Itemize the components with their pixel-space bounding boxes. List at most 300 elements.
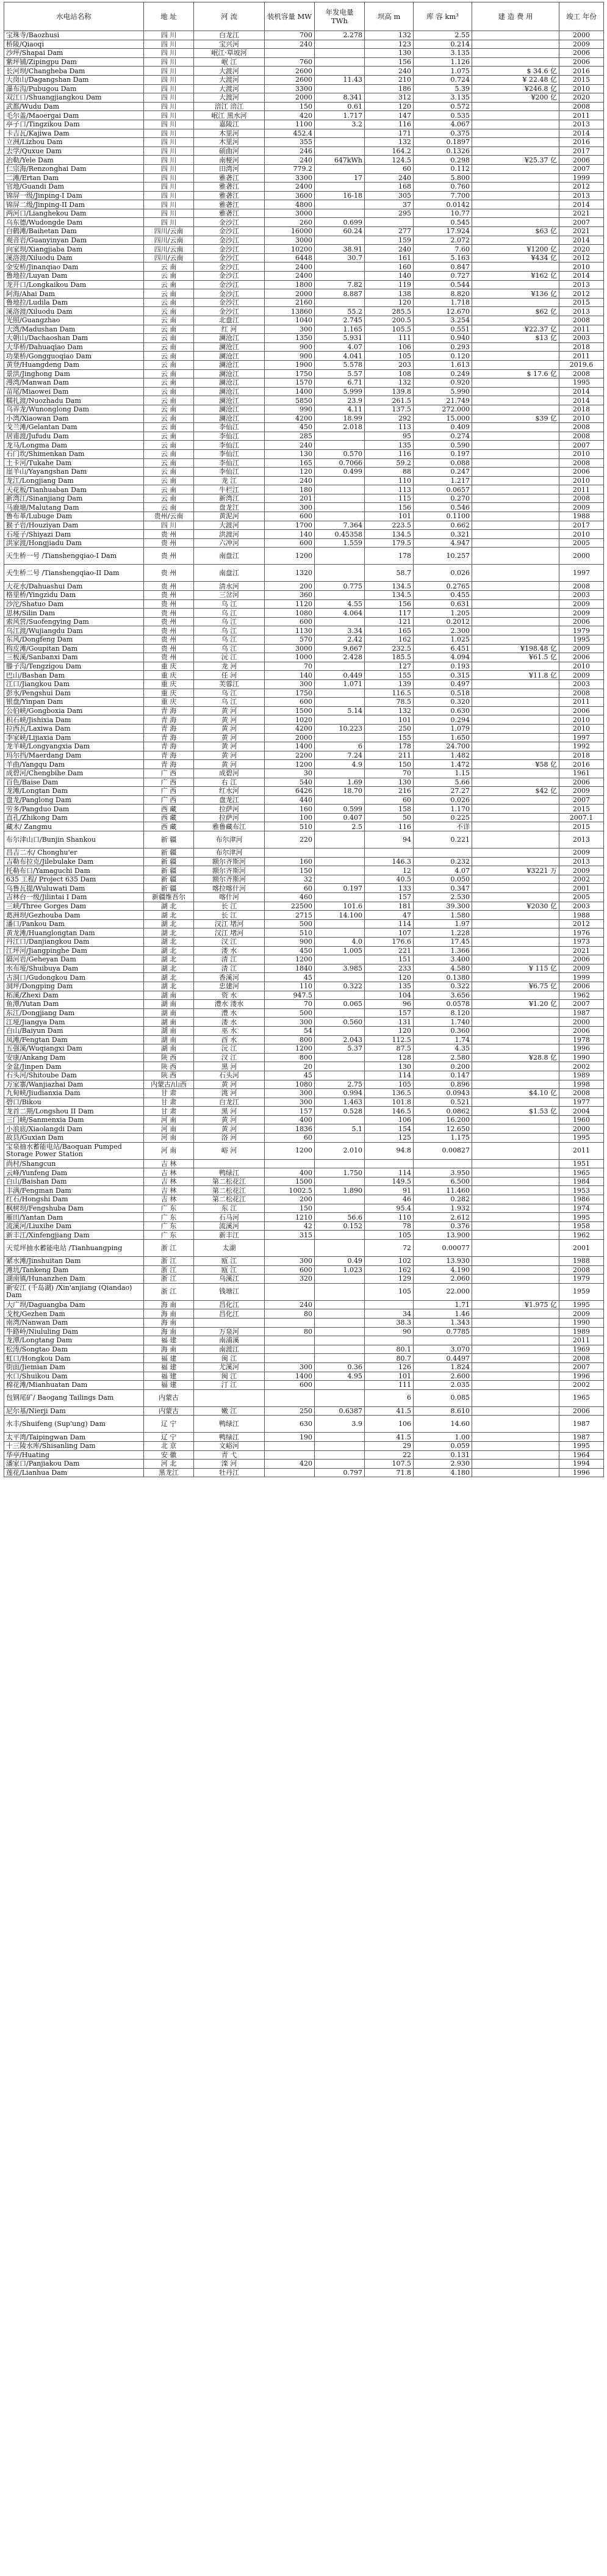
dam-name-cell: 龙江/Longjiang Dam <box>4 476 144 485</box>
cost-cell: ¥1200 亿 <box>472 245 559 254</box>
cost-cell: $42 亿 <box>472 787 559 796</box>
height-cell: 94.8 <box>365 1142 414 1159</box>
river-cell: 东 江 <box>194 1204 265 1213</box>
cost-cell <box>472 191 559 200</box>
year-cell: 2009 <box>559 609 604 618</box>
table-row <box>4 1318 604 1327</box>
cost-cell: ¥11.8 亿 <box>472 671 559 680</box>
height-cell: 124.5 <box>365 156 414 165</box>
table-row <box>4 1000 604 1009</box>
river-cell: 清水河 <box>194 582 265 591</box>
river-cell: 尤溪河 <box>194 1362 265 1372</box>
volume-cell: 4.067 <box>414 120 472 129</box>
height-cell: 129 <box>365 1275 414 1284</box>
dam-name-cell: 碧口/Bikou <box>4 1098 144 1107</box>
location-cell: 四川/云南 <box>144 236 194 245</box>
generation-cell <box>315 1177 365 1186</box>
river-cell: 大渡河 <box>194 75 265 84</box>
capacity-cell: 600 <box>265 698 315 707</box>
location-cell: 四 川 <box>144 138 194 147</box>
cost-cell <box>472 1275 559 1284</box>
river-cell: 李仙江 <box>194 432 265 441</box>
location-cell: 四 川 <box>144 111 194 120</box>
location-cell: 云 南 <box>144 432 194 441</box>
cost-cell <box>472 1433 559 1442</box>
year-cell: 2010 <box>559 715 604 725</box>
generation-cell <box>315 769 365 778</box>
volume-cell: 1.613 <box>414 360 472 369</box>
capacity-cell: 3300 <box>265 84 315 93</box>
volume-cell: 0.322 <box>414 982 472 991</box>
height-cell: 138 <box>365 289 414 298</box>
dam-name-cell: 石垭子/Shiyazi Dam <box>4 530 144 539</box>
location-cell: 四 川 <box>144 120 194 129</box>
generation-cell <box>315 164 365 173</box>
table-row <box>4 164 604 173</box>
height-cell: 156 <box>365 503 414 512</box>
year-cell: 2014 <box>559 129 604 138</box>
location-cell: 云 南 <box>144 352 194 361</box>
volume-cell: 1.079 <box>414 724 472 733</box>
table-row <box>4 138 604 147</box>
table-row <box>4 760 604 769</box>
dam-name-cell: 金安桥/Jinanqiao Dam <box>4 262 144 272</box>
year-cell: 1999 <box>559 173 604 183</box>
year-cell: 2013 <box>559 120 604 129</box>
dam-name-cell: 水丰/Shuifeng (Sup'ung) Dam <box>4 1416 144 1433</box>
capacity-cell: 1200 <box>265 1142 315 1159</box>
river-cell: 金沙江 <box>194 236 265 245</box>
cost-cell <box>472 280 559 289</box>
dam-name-cell: 万家寨/Wanjiazhai Dam <box>4 1080 144 1089</box>
year-cell: 2006 <box>559 57 604 67</box>
generation-cell: 23.9 <box>315 396 365 405</box>
capacity-cell: 6448 <box>265 253 315 262</box>
generation-cell: 7.24 <box>315 751 365 760</box>
volume-cell: 0.662 <box>414 521 472 530</box>
location-cell: 湖 北 <box>144 982 194 991</box>
height-cell: 104 <box>365 991 414 1000</box>
river-cell: 金沙江 <box>194 307 265 316</box>
volume-cell: 0.545 <box>414 218 472 227</box>
location-cell: 湖 南 <box>144 1018 194 1027</box>
volume-cell: 17.924 <box>414 227 472 236</box>
height-cell: 120 <box>365 102 414 111</box>
river-cell: 大渡河 <box>194 67 265 76</box>
height-cell: 113 <box>365 485 414 494</box>
capacity-cell: 300 <box>265 1362 315 1372</box>
dam-name-cell: 天花板/Tianhuaban Dam <box>4 485 144 494</box>
volume-cell: 2.930 <box>414 1460 472 1469</box>
river-cell: 岷江·草坡河 <box>194 49 265 58</box>
generation-cell: 0.499 <box>315 468 365 477</box>
table-row <box>4 893 604 902</box>
volume-cell: 0.131 <box>414 1450 472 1460</box>
capacity-cell: 600 <box>265 538 315 548</box>
capacity-cell: 315 <box>265 1231 315 1240</box>
height-cell: 232.5 <box>365 644 414 653</box>
capacity-cell: 700 <box>265 31 315 40</box>
river-cell: 白龙江 <box>194 31 265 40</box>
cost-cell <box>472 503 559 512</box>
generation-cell <box>315 1115 365 1124</box>
year-cell: 1965 <box>559 1389 604 1406</box>
height-cell: 200.5 <box>365 316 414 325</box>
cost-cell: ¥28.8 亿 <box>472 1053 559 1062</box>
table-row <box>4 93 604 103</box>
volume-cell: 17.45 <box>414 938 472 947</box>
generation-cell <box>315 1071 365 1080</box>
cost-cell <box>472 352 559 361</box>
capacity-cell: 1002.5 <box>265 1186 315 1195</box>
height-cell: 111 <box>365 1381 414 1390</box>
capacity-cell: 1570 <box>265 378 315 388</box>
table-row <box>4 530 604 539</box>
capacity-cell: 220 <box>265 831 315 848</box>
dam-name-cell: 鲁地拉/Luyan Dam <box>4 272 144 281</box>
year-cell: 2006 <box>559 468 604 477</box>
dam-name-cell: 银盘/Yinpan Dam <box>4 698 144 707</box>
volume-cell: 1.175 <box>414 1134 472 1143</box>
volume-cell: 2.060 <box>414 1275 472 1284</box>
volume-cell: 3.950 <box>414 1168 472 1178</box>
dam-name-cell: 龙潭/Longtang Dam <box>4 1336 144 1345</box>
cost-cell <box>472 813 559 822</box>
volume-cell: 0.214 <box>414 40 472 49</box>
river-cell: 澜沧江 <box>194 396 265 405</box>
table-row <box>4 822 604 831</box>
river-cell: 瓯 江 <box>194 1265 265 1275</box>
dam-name-cell: 两河口/Lianghekou Dam <box>4 209 144 218</box>
location-cell: 贵 州 <box>144 548 194 565</box>
year-cell: 1962 <box>559 991 604 1000</box>
location-cell: 内蒙古 <box>144 1389 194 1406</box>
dam-name-cell: 小浪底/Xiaolangdi Dam <box>4 1124 144 1134</box>
cost-cell <box>472 1327 559 1336</box>
location-cell: 四 川 <box>144 75 194 84</box>
river-cell: 黄泥河 <box>194 512 265 521</box>
generation-cell <box>315 662 365 671</box>
location-cell: 四 川 <box>144 129 194 138</box>
table-row <box>4 1372 604 1381</box>
cost-cell <box>472 1362 559 1372</box>
height-cell: 95.4 <box>365 1204 414 1213</box>
dam-name-cell: 太平湾/Taipingwan Dam <box>4 1433 144 1442</box>
height-cell: 38.3 <box>365 1318 414 1327</box>
height-cell: 46 <box>365 1195 414 1204</box>
location-cell: 湖 南 <box>144 1008 194 1018</box>
table-row <box>4 848 604 858</box>
generation-cell: 16-18 <box>315 191 365 200</box>
dam-name-cell: 三板溪/Sanbanxi Dam <box>4 653 144 662</box>
table-row <box>4 928 604 938</box>
river-cell: 溇 水 <box>194 1018 265 1027</box>
year-cell: 1990 <box>559 1053 604 1062</box>
river-cell: 北盘江 <box>194 316 265 325</box>
volume-cell: 39.300 <box>414 902 472 911</box>
volume-cell: 10.77 <box>414 209 472 218</box>
generation-cell: 5.37 <box>315 1044 365 1054</box>
dam-name-cell: 棉花滩/Mianhuatan Dam <box>4 1381 144 1390</box>
year-cell: 2011 <box>559 698 604 707</box>
volume-cell: 0.1897 <box>414 138 472 147</box>
volume-cell <box>414 848 472 858</box>
cost-cell <box>472 911 559 920</box>
dam-name-cell: 石头河/Shitoube Dam <box>4 1071 144 1080</box>
height-cell: 154 <box>365 1124 414 1134</box>
location-cell: 贵 州 <box>144 582 194 591</box>
table-row <box>4 289 604 298</box>
capacity-cell: 800 <box>265 1035 315 1044</box>
dam-name-cell: 羊曲/Yangqu Dam <box>4 760 144 769</box>
river-cell: 乌溪江 <box>194 1275 265 1284</box>
height-cell: 157 <box>365 893 414 902</box>
capacity-cell <box>265 1345 315 1354</box>
generation-cell <box>315 955 365 964</box>
table-row <box>4 334 604 343</box>
capacity-cell: 285 <box>265 432 315 441</box>
cost-cell <box>472 1098 559 1107</box>
capacity-cell: 510 <box>265 822 315 831</box>
generation-cell: 0.407 <box>315 813 365 822</box>
cost-cell <box>472 521 559 530</box>
cost-cell: ¥25.37 亿 <box>472 156 559 165</box>
height-cell: 146.3 <box>365 857 414 866</box>
dam-name-cell: 三门峡/Sanmenxia Dam <box>4 1115 144 1124</box>
dam-name-cell: 乌江渡/Wujiangdu Dam <box>4 626 144 635</box>
river-cell: 昌化江 <box>194 1309 265 1319</box>
capacity-cell: 2000 <box>265 93 315 103</box>
cost-cell <box>472 1115 559 1124</box>
height-cell: 37 <box>365 200 414 209</box>
height-cell: 108 <box>365 369 414 378</box>
table-row <box>4 84 604 93</box>
river-cell: 木里河 <box>194 138 265 147</box>
dam-name-cell: 云峰/Yunfeng Dam <box>4 1168 144 1178</box>
capacity-cell: 160 <box>265 805 315 814</box>
height-cell: 285.5 <box>365 307 414 316</box>
dam-name-cell: 天荒坪抽水蓄能电站 /Tianhuangping <box>4 1240 144 1257</box>
dam-name-cell: 戈兰滩/Gelantan Dam <box>4 423 144 432</box>
volume-cell: 8.610 <box>414 1406 472 1416</box>
height-cell: 41.5 <box>365 1406 414 1416</box>
height-cell: 112.5 <box>365 1035 414 1044</box>
capacity-cell: 4800 <box>265 200 315 209</box>
generation-cell <box>315 928 365 938</box>
dam-name-cell: 水口/Shuikou Dam <box>4 1372 144 1381</box>
volume-cell: 0.0943 <box>414 1089 472 1098</box>
volume-cell: 3.135 <box>414 49 472 58</box>
volume-cell: 0.321 <box>414 530 472 539</box>
volume-cell: 0.197 <box>414 449 472 458</box>
dam-name-cell: 丰满/Fengman Dam <box>4 1186 144 1195</box>
year-cell: 1987 <box>559 1433 604 1442</box>
volume-cell: 272.000 <box>414 405 472 414</box>
cost-cell <box>472 928 559 938</box>
location-cell: 云 南 <box>144 378 194 388</box>
dam-name-cell: 石门坎/Shimenkan Dam <box>4 449 144 458</box>
year-cell: 2000 <box>559 548 604 565</box>
river-cell <box>194 1159 265 1168</box>
table-row <box>4 591 604 600</box>
generation-cell: 9.667 <box>315 644 365 653</box>
capacity-cell: 900 <box>265 938 315 947</box>
volume-cell: 27.27 <box>414 787 472 796</box>
dam-name-cell: 白鹤滩/Baihetan Dam <box>4 227 144 236</box>
generation-cell <box>315 848 365 858</box>
height-cell: 134.5 <box>365 530 414 539</box>
river-cell: 金沙江 <box>194 262 265 272</box>
cost-cell: $39 亿 <box>472 414 559 423</box>
generation-cell: 101.6 <box>315 902 365 911</box>
dam-name-cell: 瀑布沟/Pubugou Dam <box>4 84 144 93</box>
river-cell: 硕曲河 <box>194 147 265 156</box>
dam-name-cell: 李家峡/Lijiaxia Dam <box>4 733 144 742</box>
river-cell: 沅 江 <box>194 653 265 662</box>
river-cell: 闽 江 <box>194 1372 265 1381</box>
cost-cell <box>472 1318 559 1327</box>
height-cell: 186 <box>365 84 414 93</box>
volume-cell: 1.00 <box>414 1433 472 1442</box>
year-cell: 2019.6 <box>559 360 604 369</box>
capacity-cell: 600 <box>265 1265 315 1275</box>
height-cell: 305 <box>365 191 414 200</box>
dam-name-cell: 巴山/Bashan Dam <box>4 671 144 680</box>
location-cell: 湖 北 <box>144 946 194 955</box>
river-cell: 澜沧江 <box>194 378 265 388</box>
river-cell: 雅砻江 <box>194 191 265 200</box>
year-cell: 2013 <box>559 307 604 316</box>
volume-cell: 3.656 <box>414 991 472 1000</box>
table-row <box>4 1221 604 1231</box>
year-cell: 1973 <box>559 938 604 947</box>
capacity-cell: 1500 <box>265 706 315 715</box>
location-cell: 河 南 <box>144 1124 194 1134</box>
generation-cell: 4.064 <box>315 609 365 618</box>
table-row <box>4 857 604 866</box>
cost-cell <box>472 378 559 388</box>
volume-cell: 0.724 <box>414 75 472 84</box>
dam-name-cell: 江坪河/Jiangpinghe Dam <box>4 946 144 955</box>
generation-cell: 4.041 <box>315 352 365 361</box>
location-cell: 四 川 <box>144 218 194 227</box>
table-row <box>4 609 604 618</box>
height-cell: 179.5 <box>365 538 414 548</box>
cost-cell <box>472 831 559 848</box>
dam-name-cell: 吉林台一级/Jilintai I Dam <box>4 893 144 902</box>
volume-cell: 1.025 <box>414 635 472 645</box>
capacity-cell: 13860 <box>265 307 315 316</box>
cost-cell <box>472 1416 559 1433</box>
location-cell: 云 南 <box>144 485 194 494</box>
capacity-cell <box>265 848 315 858</box>
table-row <box>4 405 604 414</box>
cost-cell <box>472 946 559 955</box>
header-reservoir-volume: 库 容 km³ <box>414 2 472 31</box>
table-row <box>4 706 604 715</box>
volume-cell: 0.00827 <box>414 1142 472 1159</box>
dam-name-cell: 积石峡/Jishixia Dam <box>4 715 144 725</box>
volume-cell: 1.74 <box>414 1035 472 1044</box>
year-cell: 2015 <box>559 805 604 814</box>
generation-cell: 30.7 <box>315 253 365 262</box>
river-cell: 任 河 <box>194 671 265 680</box>
cost-cell: $ 34.6 亿 <box>472 67 559 76</box>
year-cell: 2008 <box>559 1354 604 1363</box>
river-cell <box>194 1318 265 1327</box>
capacity-cell: 240 <box>265 1300 315 1309</box>
generation-cell: 8.887 <box>315 289 365 298</box>
height-cell: 80.7 <box>365 1354 414 1363</box>
height-cell: 134.5 <box>365 591 414 600</box>
location-cell: 贵 州 <box>144 644 194 653</box>
location-cell: 广 东 <box>144 1213 194 1222</box>
cost-cell <box>472 724 559 733</box>
year-cell: 2006 <box>559 955 604 964</box>
river-cell: 澜沧江 <box>194 352 265 361</box>
height-cell: 127 <box>365 662 414 671</box>
height-cell: 6 <box>365 1389 414 1406</box>
river-cell: 第二松花江 <box>194 1195 265 1204</box>
volume-cell: 0.940 <box>414 334 472 343</box>
volume-cell: 0.760 <box>414 183 472 192</box>
year-cell: 2011 <box>559 485 604 494</box>
cost-cell <box>472 1441 559 1450</box>
volume-cell: 0.631 <box>414 599 472 609</box>
year-cell: 2010 <box>559 662 604 671</box>
volume-cell: 0.347 <box>414 884 472 893</box>
dam-name-cell: 官地/Guandi Dam <box>4 183 144 192</box>
dam-name-cell: 土卡河/Tukahe Dam <box>4 458 144 468</box>
capacity-cell <box>265 1283 315 1300</box>
table-row <box>4 485 604 494</box>
height-cell: 155 <box>365 733 414 742</box>
location-cell: 海 南 <box>144 1300 194 1309</box>
generation-cell <box>315 1053 365 1062</box>
capacity-cell: 2200 <box>265 751 315 760</box>
year-cell: 2012 <box>559 183 604 192</box>
capacity-cell: 900 <box>265 352 315 361</box>
generation-cell <box>315 262 365 272</box>
river-cell: 黑 河 <box>194 1107 265 1116</box>
table-row <box>4 964 604 973</box>
capacity-cell: 1200 <box>265 1044 315 1054</box>
dam-name-cell: 五强溪/Wuqiangxi Dam <box>4 1044 144 1054</box>
cost-cell <box>472 342 559 352</box>
volume-cell: 1.740 <box>414 1018 472 1027</box>
height-cell: 70 <box>365 769 414 778</box>
volume-cell: 0.4497 <box>414 1354 472 1363</box>
generation-cell: 0.775 <box>315 582 365 591</box>
capacity-cell: 900 <box>265 342 315 352</box>
year-cell: 2010 <box>559 414 604 423</box>
table-row <box>4 733 604 742</box>
volume-cell: 0.298 <box>414 156 472 165</box>
volume-cell: 0.0862 <box>414 1107 472 1116</box>
capacity-cell: 4200 <box>265 724 315 733</box>
dam-name-cell: 二滩/Ertan Dam <box>4 173 144 183</box>
location-cell: 新 疆 <box>144 875 194 884</box>
cost-cell <box>472 1231 559 1240</box>
cost-cell <box>472 626 559 635</box>
table-row <box>4 1044 604 1054</box>
cost-cell <box>472 778 559 787</box>
river-cell: 黄 河 <box>194 724 265 733</box>
capacity-cell: 320 <box>265 1275 315 1284</box>
river-cell: 长 江 <box>194 902 265 911</box>
river-cell: 雅砻江 <box>194 183 265 192</box>
cost-cell: $ 17.6 亿 <box>472 369 559 378</box>
